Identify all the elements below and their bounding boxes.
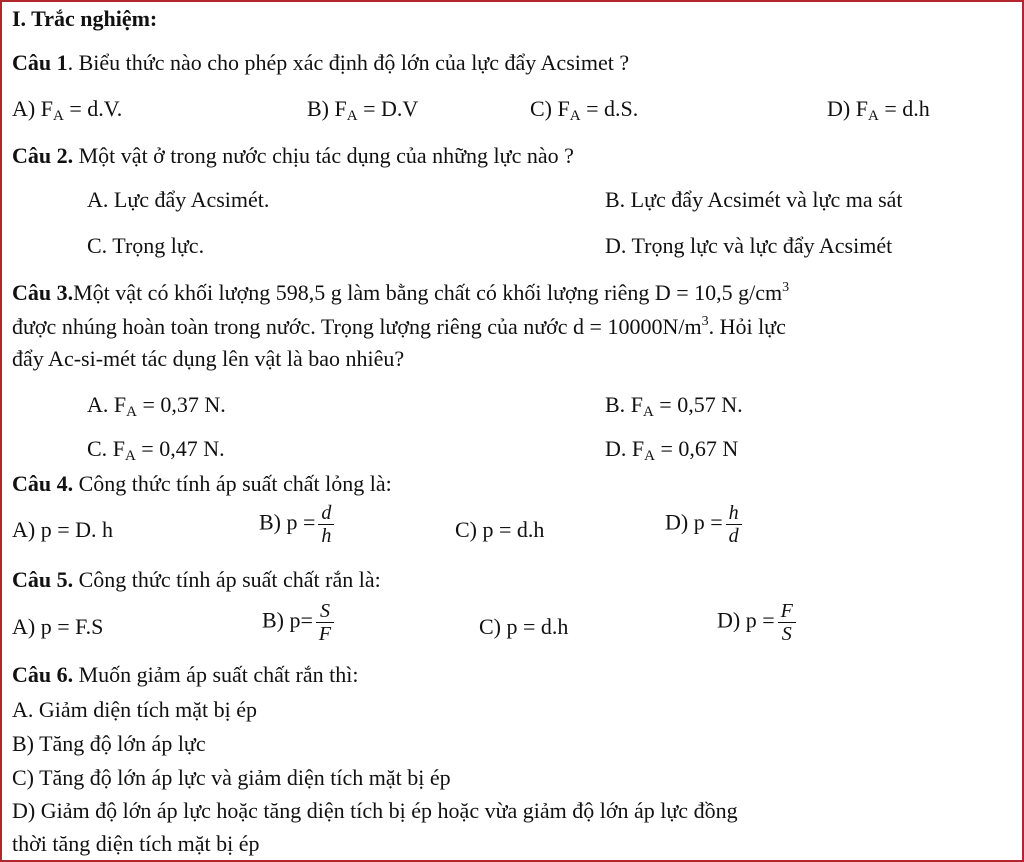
question-4-label: Câu 4. [12, 471, 74, 496]
q5-option-b: B) p= $\frac{S}{F}$ [262, 600, 334, 645]
section-title: I. Trắc nghiệm: [12, 6, 158, 31]
fraction: $\frac{h}{d}$ [726, 502, 742, 547]
question-6-label: Câu 6. [12, 662, 74, 687]
q4-option-b: B) p = $\frac{d}{h}$ [259, 502, 334, 547]
question-1 [12, 52, 629, 74]
q6-option-d: D) Giảm độ lớn áp lực hoặc tăng diện tích bị ép hoặc vừa giảm độ lớn áp lực đồng [12, 798, 738, 823]
q2-option-b: B. Lực đẩy Acsimét và lực ma sát [605, 187, 903, 212]
question-1-label: Câu 1 [12, 50, 68, 75]
question-3-label: Câu 3. [12, 280, 74, 305]
q6-option-a: A. Giảm diện tích mặt bị ép [12, 697, 257, 722]
question-1-text: . Biểu thức nào cho phép xác định độ lớn của lực đẩy Acsimet ? [67, 50, 630, 75]
q3-option-c: C. $F_A = 0,47$ N. [87, 436, 225, 464]
q2-option-a: A. Lực đẩy Acsimét. [87, 187, 270, 212]
q3-option-d: D. $F_A = 0,67$ N [605, 436, 739, 464]
question-3-line-3: đẩy Ac-si-mét tác dụng lên vật là bao nhiêu? [12, 346, 405, 371]
q3-option-b: B. $F_A = 0,57$ N. [605, 392, 743, 420]
q6-option-c: C) Tăng độ lớn áp lực và giảm diện tích mặt bị ép [12, 765, 451, 790]
fraction: $\frac{F}{S}$ [778, 600, 796, 645]
q5-option-d: D) p = $\frac{F}{S}$ [717, 600, 796, 645]
q6-option-d-continued: thời tăng diện tích mặt bị ép [12, 831, 260, 856]
question-3-line-1: Câu 3.Một vật có khối lượng 598,5 g làm bằng chất có khối lượng riêng D = 10,5 $g/cm^3$ [12, 280, 790, 305]
q5-option-a: A) p = F.S [12, 614, 104, 639]
question-5-label: Câu 5. [12, 567, 74, 592]
question-2-text: Một vật ở trong nước chịu tác dụng của những lực nào ? [78, 143, 574, 168]
question-6 [12, 664, 358, 686]
question-2 [12, 145, 574, 167]
question-4 [12, 473, 392, 495]
q4-option-a: A) p = D. h [12, 517, 114, 542]
q2-option-c: C. Trọng lực. [87, 233, 205, 258]
question-2-label: Câu 2. [12, 143, 74, 168]
q2-option-d: D. Trọng lực và lực đẩy Acsimét [605, 233, 893, 258]
q5-option-c: C) p = d.h [479, 614, 569, 639]
q1-option-c: C) $F_A = d.S$. [530, 96, 639, 124]
q6-option-b: B) Tăng độ lớn áp lực [12, 731, 206, 756]
q4-option-d: D) p = $\frac{h}{d}$ [665, 502, 742, 547]
question-3-line-2: được nhúng hoàn toàn trong nước. Trọng lượng riêng của nước $d = 10000N/m^3$. Hỏi lực [12, 314, 786, 339]
fraction: $\frac{S}{F}$ [316, 600, 334, 645]
question-6-text: Muốn giảm áp suất chất rắn thì: [78, 662, 359, 687]
question-5-text: Công thức tính áp suất chất rắn là: [78, 567, 381, 592]
q1-option-b: B) $F_A = D.V$ [307, 96, 419, 124]
q1-option-d: D) $F_A = d.h$ [827, 96, 930, 124]
question-5 [12, 569, 381, 591]
q1-option-a: A) $F_A = d.V$. [12, 96, 123, 124]
question-4-text: Công thức tính áp suất chất lỏng là: [78, 471, 392, 496]
q4-option-c: C) p = d.h [455, 517, 545, 542]
q3-option-a: A. $F_A = 0,37$ N. [87, 392, 226, 420]
fraction: $\frac{d}{h}$ [318, 502, 334, 547]
